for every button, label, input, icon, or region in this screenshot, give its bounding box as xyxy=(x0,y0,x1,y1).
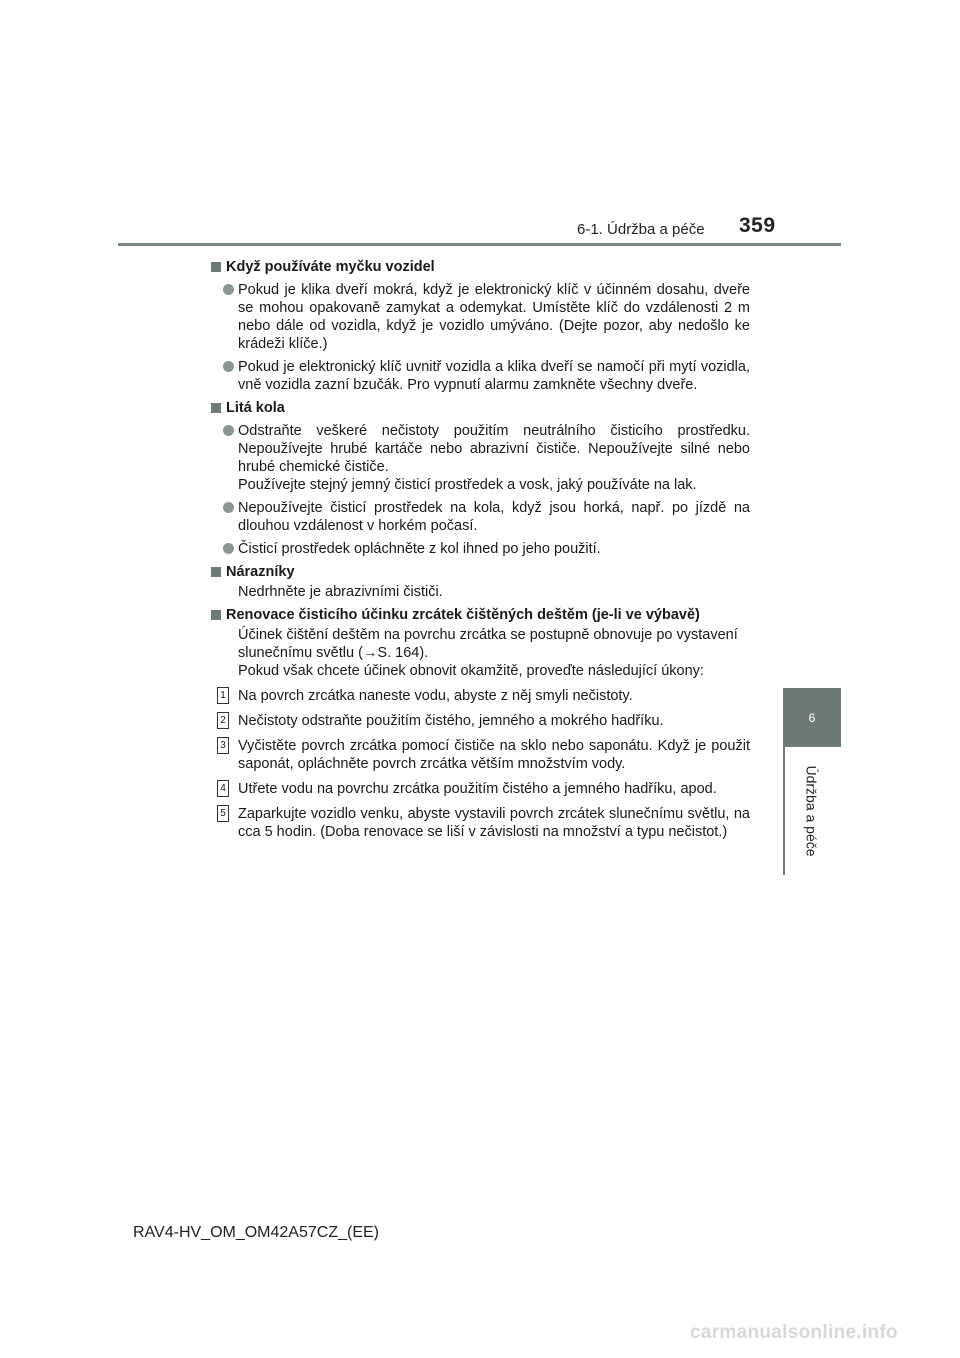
circle-bullet-icon xyxy=(223,284,234,295)
page-content xyxy=(210,253,750,841)
bullet-text: Pokud je elektronický klíč uvnitř vozidla a klika dveří se namočí při mytí vozidla, vně vozidla zazní bzučák. Pro vypnutí alarmu zamkněte všechny dveře. xyxy=(238,359,750,393)
step-item xyxy=(210,780,750,798)
bullet-text: Odstraňte veškeré nečistoty použitím neutrálního čisticího prostředku. Nepoužívejte hrubé kartáče nebo abrazivní čističe. Nepoužívejte silné nebo hrubé chemické čističe. xyxy=(238,423,750,475)
circle-bullet-icon xyxy=(223,543,234,554)
square-bullet-icon xyxy=(211,567,221,577)
square-bullet-icon xyxy=(211,403,221,413)
section-heading-mirror-renovation xyxy=(210,606,750,624)
step-text: Nečistoty odstraňte použitím čistého, jemného a mokrého hadříku. xyxy=(238,713,664,729)
step-number-badge: 4 xyxy=(217,780,229,797)
step-text: Zaparkujte vozidlo venku, abyste vystavili povrch zrcátek slunečnímu světlu, na cca 5 hodin. (Doba renovace se liší v závislosti na množství a typu nečistot.) xyxy=(238,806,750,840)
heading-text: Nárazníky xyxy=(226,564,295,580)
section-heading-bumpers xyxy=(210,563,750,581)
step-text: Vyčistěte povrch zrcátka pomocí čističe na sklo nebo saponátu. Když je použit saponát, opláchněte povrch zrcátka větším množstvím vody. xyxy=(238,738,750,772)
bullet-text: Pokud je klika dveří mokrá, když je elektronický klíč v účinném dosahu, dveře se mohou opakovaně zamykat a odemykat. Umístěte klíč do vzdálenosti 2 m nebo dále od vozidla, když je vozidlo umýváno. (Dejte pozor, aby nedošlo ke krádeži klíče.) xyxy=(238,282,750,352)
watermark: carmanualsonline.info xyxy=(690,1322,898,1343)
step-item xyxy=(210,712,750,730)
list-item xyxy=(210,281,750,353)
section-heading-alloy-wheels xyxy=(210,399,750,417)
heading-text: Když používáte myčku vozidel xyxy=(226,259,435,275)
square-bullet-icon xyxy=(211,610,221,620)
step-number-badge: 1 xyxy=(217,687,229,704)
chapter-tab: 6 xyxy=(783,688,841,747)
running-header-section: 6-1. Údržba a péče xyxy=(577,221,705,238)
section-heading-car-wash xyxy=(210,258,750,276)
circle-bullet-icon xyxy=(223,361,234,372)
header-divider xyxy=(118,243,841,246)
list-item xyxy=(210,358,750,394)
step-text: Utřete vodu na povrchu zrcátka použitím čistého a jemného hadříku, apod. xyxy=(238,781,717,797)
step-item xyxy=(210,687,750,705)
step-item xyxy=(210,737,750,773)
bullet-text: Nepoužívejte čisticí prostředek na kola, když jsou horká, např. po jízdě na dlouhou vzdálenost v horkém počasí. xyxy=(238,500,750,534)
bullet-text: Čisticí prostředek opláchněte z kol ihned po jeho použití. xyxy=(238,541,601,557)
step-number-badge: 3 xyxy=(217,737,229,754)
step-number-badge: 2 xyxy=(217,712,229,729)
step-text: Na povrch zrcátka naneste vodu, abyste z něj smyli nečistoty. xyxy=(238,688,633,704)
circle-bullet-icon xyxy=(223,502,234,513)
square-bullet-icon xyxy=(211,262,221,272)
list-item xyxy=(210,422,750,494)
chapter-side-label xyxy=(783,747,841,875)
step-item xyxy=(210,805,750,841)
list-item xyxy=(210,540,750,558)
section-text: Účinek čištění deštěm na povrchu zrcátka se postupně obnovuje po vystavení slunečnímu světlu (→S. 164). Pokud však chcete účinek obnovit okamžitě, proveďte následující úkony: xyxy=(238,627,738,679)
heading-text: Renovace čisticího účinku zrcátek čištěných deštěm (je-li ve výbavě) xyxy=(226,607,700,623)
bullet-note: Používejte stejný jemný čisticí prostředek a vosk, jaký používáte na lak. xyxy=(238,477,697,493)
document-code: RAV4-HV_OM_OM42A57CZ_(EE) xyxy=(133,1224,379,1241)
chapter-label-text: Údržba a péče xyxy=(804,765,820,857)
list-item xyxy=(210,499,750,535)
heading-text: Litá kola xyxy=(226,400,285,416)
page-number: 359 xyxy=(739,214,776,237)
section-text: Nedrhněte je abrazivními čističi. xyxy=(238,584,443,600)
circle-bullet-icon xyxy=(223,425,234,436)
step-number-badge: 5 xyxy=(217,805,229,822)
